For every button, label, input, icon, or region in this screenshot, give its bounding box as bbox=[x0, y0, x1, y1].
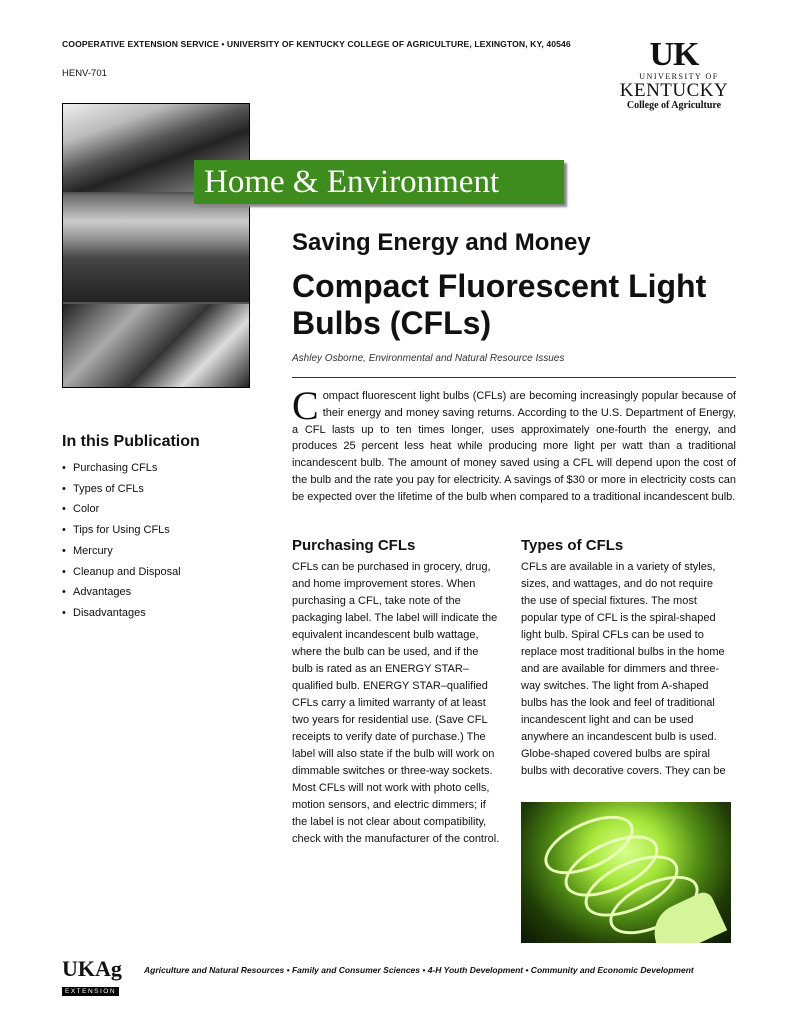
purchasing-body: CFLs can be purchased in grocery, drug, and home improvement stores. When purchasing a CFL, take note of the packaging label. The label will indicate the equivalent incandescent bulb wattage, where the bulb can be used, and if the bulb is rated as an ENERGY STAR–qualified bulb. ENERGY STAR–qualified CFLs carry a limited warranty of at least two years for residential use. (Save CFL receipts to verify date of purchase.) The label will also state if the bulb will work on dimmable switches or three-way sockets. Most CFLs will not work with photo cells, motion sensors, and electric dimmers; if the label is not clear about compatibility, check with the manufacturer of the control. bbox=[292, 561, 500, 845]
uk-logo-mark: UK bbox=[649, 36, 699, 73]
header-org: COOPERATIVE EXTENSION SERVICE bbox=[62, 39, 219, 49]
uk-logo-kentucky: KENTUCKY bbox=[619, 80, 729, 101]
author-line: Ashley Osborne, Environmental and Natural Resource Issues bbox=[292, 353, 565, 364]
header-address: • UNIVERSITY OF KENTUCKY COLLEGE OF AGRICULTURE, LEXINGTON, KY, 40546 bbox=[218, 39, 571, 49]
uk-logo-university: UNIVERSITY OF bbox=[639, 72, 719, 81]
ukag-extension-logo bbox=[62, 956, 134, 995]
uk-logo bbox=[612, 38, 736, 114]
photo-collage bbox=[62, 103, 250, 388]
publication-item: • Types of CFLs bbox=[62, 479, 181, 500]
kicker-title: Saving Energy and Money bbox=[292, 229, 591, 256]
publication-list bbox=[62, 458, 181, 624]
divider bbox=[292, 377, 736, 378]
intro-paragraph bbox=[292, 383, 736, 506]
series-banner: Home & Environment bbox=[194, 160, 564, 204]
types-body: CFLs are available in a variety of styles, sizes, and wattages, and do not require the use of special fixtures. The most popular type of CFL is the spiral-shaped light bulb. Spiral CFLs can be used to replace most traditional bulbs in the home and are available for dimmers and three-way switches. The light from A-shaped bulbs has the look and feel of traditional incandescent light and can be used anywhere an incandescent bulb is used. Globe-shaped covered bulbs are spiral bulbs with decorative covers. They can be bbox=[521, 561, 726, 777]
publication-item: • Color bbox=[62, 499, 181, 520]
publication-item: • Purchasing CFLs bbox=[62, 458, 181, 479]
drop-cap: C bbox=[292, 383, 319, 428]
page-title: Compact Fluorescent Light Bulbs (CFLs) bbox=[292, 268, 707, 341]
publication-item: • Disadvantages bbox=[62, 603, 181, 624]
uk-logo-college: College of Agriculture bbox=[626, 100, 722, 111]
wetland-photo bbox=[63, 194, 249, 302]
publication-item: • Mercury bbox=[62, 541, 181, 562]
intro-text: ompact fluorescent light bulbs (CFLs) are becoming increasingly popular because of their energy and money saving returns. According to the U.S. Department of Energy, a CFL lasts up to ten times longer, uses approximately one-fourth the energy, and produces 25 percent less heat while producing more light per watt than a traditional incandescent bulb. The amount of money saved using a CFL will depend upon the cost of the bulb and the rate you pay for electricity. A savings of $30 or more in electricity costs can be expected over the lifetime of the bulb when compared to a traditional incandescent bulb. bbox=[292, 390, 736, 503]
footer-programs: Agriculture and Natural Resources • Family and Consumer Sciences • 4-H Youth Development • Community and Economic Development bbox=[144, 965, 694, 975]
publication-item: • Tips for Using CFLs bbox=[62, 520, 181, 541]
cfl-bulb-photo bbox=[521, 802, 731, 943]
houses-photo bbox=[63, 304, 249, 387]
publication-heading: In this Publication bbox=[62, 433, 200, 450]
ukag-logo-sub: EXTENSION bbox=[62, 987, 119, 996]
publication-item: • Cleanup and Disposal bbox=[62, 562, 181, 583]
doc-number: HENV-701 bbox=[62, 68, 107, 79]
ukag-logo-text: UKAg bbox=[62, 956, 122, 981]
types-heading: Types of CFLs bbox=[521, 537, 624, 554]
purchasing-heading: Purchasing CFLs bbox=[292, 537, 416, 554]
header-line bbox=[62, 39, 571, 49]
publication-item: • Advantages bbox=[62, 582, 181, 603]
